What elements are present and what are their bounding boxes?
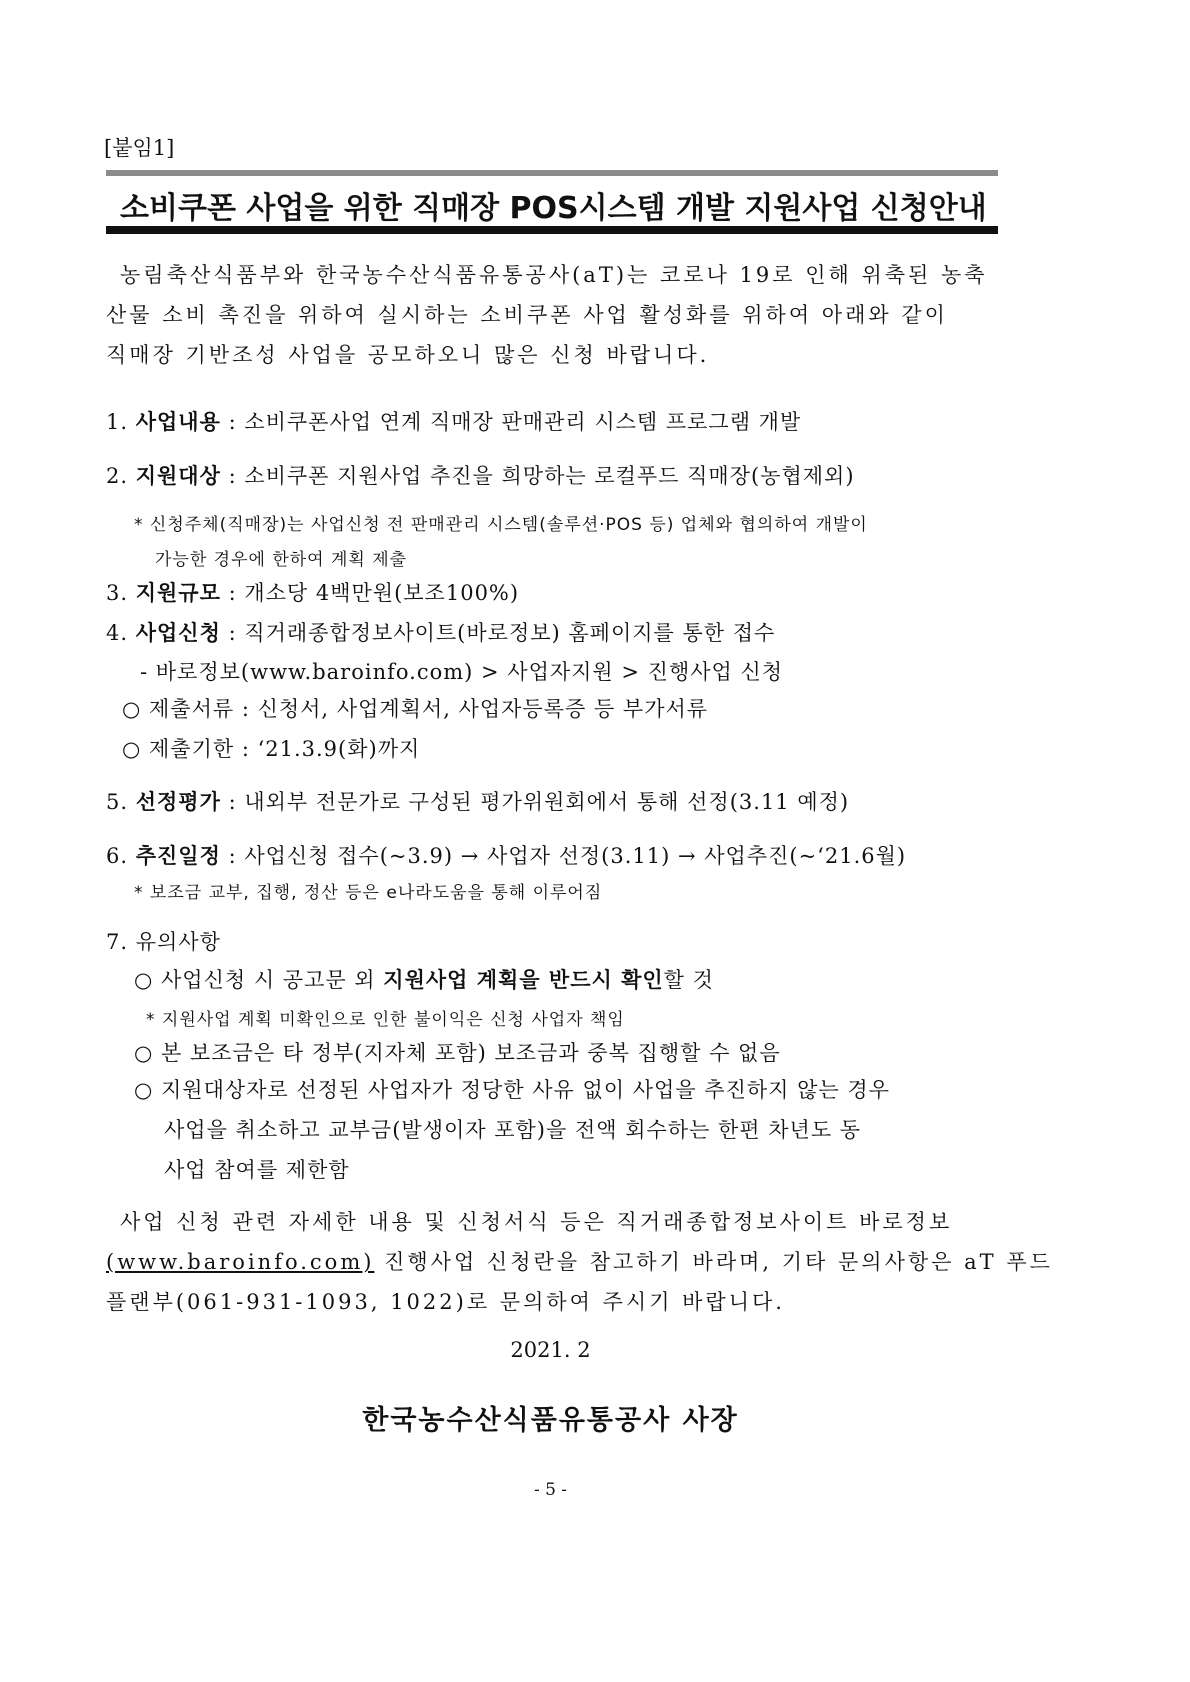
item-6: 6. 추진일정 : 사업신청 접수(~3.9) → 사업자 선정(3.11) → 사업추진(~‘21.6월) [106, 843, 907, 868]
item-3: 3. 지원규모 : 개소당 4백만원(보조100%) [106, 580, 520, 605]
item-6-text: 사업신청 접수(~3.9) → 사업자 선정(3.11) → 사업추진(~‘21.6월) [244, 844, 907, 868]
item-7-b: ○ 본 보조금은 타 정부(지자체 포함) 보조금과 중복 집행할 수 없음 [134, 1041, 781, 1065]
item-7-a-bold: 지원사업 계획을 반드시 확인 [383, 967, 664, 992]
baroinfo-link[interactable]: (www.baroinfo.com) [106, 1250, 375, 1274]
item-5-text: 내외부 전문가로 구성된 평가위원회에서 통해 선정(3.11 예정) [244, 790, 850, 814]
item-4-deadline: ○ 제출기한 : ‘21.3.9(화)까지 [122, 737, 421, 761]
item-4-number: 4. [106, 621, 129, 645]
item-6-note: * 보조금 교부, 집행, 정산 등은 e나라도움을 통해 이루어짐 [134, 883, 603, 903]
item-7 [106, 926, 221, 956]
intro-line-1: 농림축산식품부와 한국농수산식품유통공사(aT)는 코로나 19로 인해 위축된 농축 [120, 263, 988, 287]
item-1-number: 1. [106, 410, 129, 434]
item-1-text: 소비쿠폰사업 연계 직매장 판매관리 시스템 프로그램 개발 [244, 410, 802, 434]
item-7-c-line-2: 사업을 취소하고 교부금(발생이자 포함)을 전액 회수하는 한편 차년도 동 [164, 1118, 862, 1142]
title-bottom-bar [106, 226, 998, 234]
item-2-note-line-2: 가능한 경우에 한하여 계획 제출 [155, 550, 408, 570]
closing-line-3: 플랜부(061-931-1093, 1022)로 문의하여 주시기 바랍니다. [106, 1290, 785, 1314]
item-7-a-pre: ○ 사업신청 시 공고문 외 [134, 968, 384, 992]
closing-line-2-rest: 진행사업 신청란을 참고하기 바라며, 기타 문의사항은 aT 푸드 [374, 1250, 1053, 1274]
intro-line-3: 직매장 기반조성 사업을 공모하오니 많은 신청 바랍니다. [106, 343, 710, 367]
item-2-number: 2. [106, 464, 129, 488]
item-7-c-line-1: ○ 지원대상자로 선정된 사업자가 정당한 사유 없이 사업을 추진하지 않는 경우 [134, 1078, 890, 1102]
attachment-label: [붙임1] [104, 136, 175, 160]
item-4: 4. 사업신청 : 직거래종합정보사이트(바로정보) 홈페이지를 통한 접수 [106, 620, 776, 645]
closing-line-1: 사업 신청 관련 자세한 내용 및 신청서식 등은 직거래종합정보사이트 바로정보 [120, 1210, 953, 1234]
item-2-label: 지원대상 [135, 463, 221, 488]
item-1-label: 사업내용 [135, 409, 221, 434]
item-7-c-line-3: 사업 참여를 제한함 [164, 1158, 350, 1182]
item-3-number: 3. [106, 581, 129, 605]
item-4-text: 직거래종합정보사이트(바로정보) 홈페이지를 통한 접수 [244, 621, 776, 645]
item-7-a-post: 할 것 [663, 968, 714, 992]
title-top-bar [106, 170, 998, 176]
item-7-a-note: * 지원사업 계획 미확인으로 인한 불이익은 신청 사업자 책임 [146, 1010, 625, 1030]
item-6-number: 6. [106, 844, 129, 868]
item-1: 1. 사업내용 : 소비쿠폰사업 연계 직매장 판매관리 시스템 프로그램 개발 [106, 409, 802, 434]
item-5-label: 선정평가 [135, 789, 221, 814]
item-5: 5. 선정평가 : 내외부 전문가로 구성된 평가위원회에서 통해 선정(3.11 예정) [106, 789, 850, 814]
item-6-label: 추진일정 [135, 843, 221, 868]
item-3-label: 지원규모 [135, 580, 221, 605]
closing-line-2 [106, 1246, 1053, 1276]
item-7-a [134, 964, 714, 994]
item-2: 2. 지원대상 : 소비쿠폰 지원사업 추진을 희망하는 로컬푸드 직매장(농협제외) [106, 463, 855, 488]
item-2-note-line-1: * 신청주체(직매장)는 사업신청 전 판매관리 시스템(솔루션·POS 등) 업체와 협의하여 개발이 [134, 515, 868, 535]
page-number: - 5 - [533, 1480, 568, 1500]
item-4-path: - 바로정보(www.baroinfo.com) > 사업자지원 > 진행사업 신청 [140, 660, 784, 684]
item-7-number: 7. [106, 930, 129, 954]
item-2-text: 소비쿠폰 지원사업 추진을 희망하는 로컬푸드 직매장(농협제외) [244, 464, 855, 488]
document-title: 소비쿠폰 사업을 위한 직매장 POS시스템 개발 지원사업 신청안내 [120, 191, 987, 226]
item-3-text: 개소당 4백만원(보조100%) [244, 581, 520, 605]
intro-line-2: 산물 소비 촉진을 위하여 실시하는 소비쿠폰 사업 활성화를 위하여 아래와 같이 [106, 303, 948, 327]
item-4-documents: ○ 제출서류 : 신청서, 사업계획서, 사업자등록증 등 부가서류 [122, 697, 709, 721]
document-date: 2021. 2 [510, 1338, 591, 1362]
item-7-label: 유의사항 [135, 930, 221, 954]
item-4-label: 사업신청 [135, 620, 221, 645]
signature: 한국농수산식품유통공사 사장 [362, 1405, 739, 1436]
item-5-number: 5. [106, 790, 129, 814]
